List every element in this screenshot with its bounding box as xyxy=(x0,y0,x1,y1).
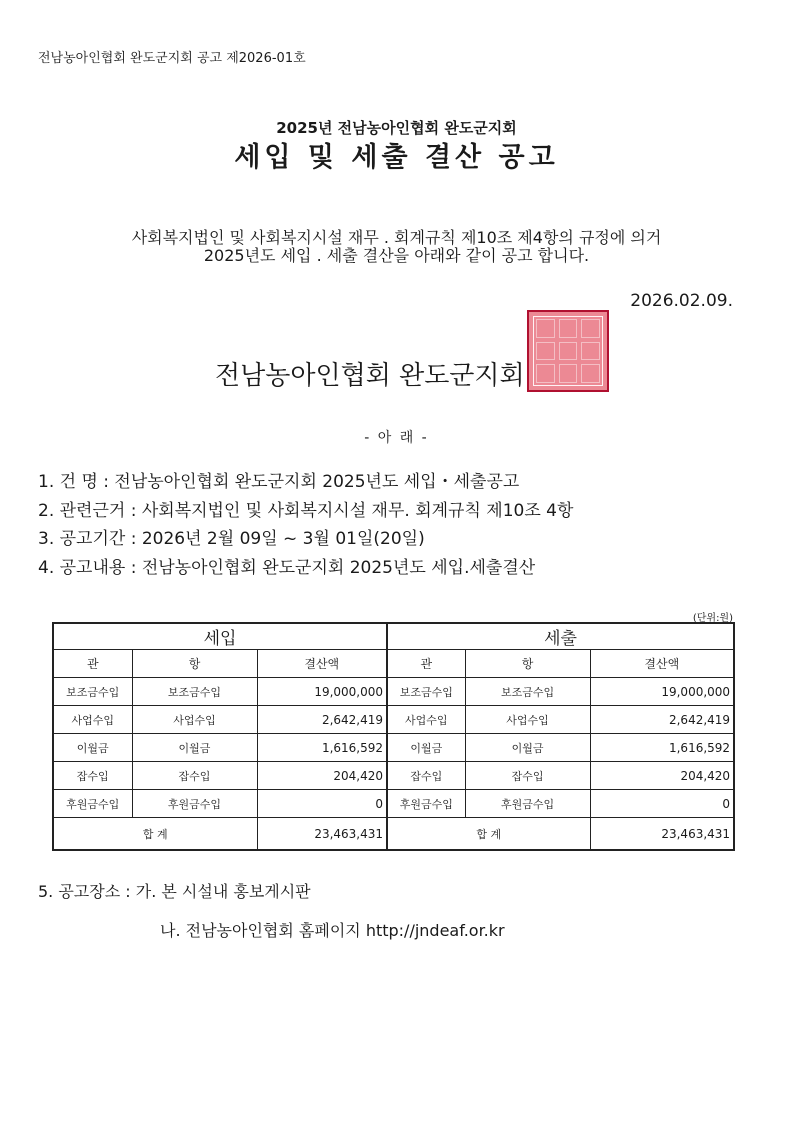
total-label: 합 계 xyxy=(53,818,257,851)
table-cell: 보조금수입 xyxy=(387,678,465,706)
column-header: 결산액 xyxy=(257,650,387,678)
table-cell: 2,642,419 xyxy=(590,706,734,734)
notice-item: 1. 건 명 : 전남농아인협회 완도군지회 2025년도 세입・세출공고 xyxy=(38,472,520,492)
table-row xyxy=(53,790,734,818)
organization-name: 전남농아인협회 완도군지회 xyxy=(215,361,525,391)
notice-place: 나. 전남농아인협회 홈페이지 http://jndeaf.or.kr xyxy=(160,921,505,940)
settlement-table xyxy=(52,622,735,851)
table-row xyxy=(53,678,734,706)
notice-date: 2026.02.09. xyxy=(630,291,733,311)
expense-section-title: 세출 xyxy=(387,623,734,650)
notice-item: 4. 공고내용 : 전남농아인협회 완도군지회 2025년도 세입.세출결산 xyxy=(38,558,536,578)
table-cell: 이월금 xyxy=(387,734,465,762)
table-cell: 사업수입 xyxy=(387,706,465,734)
table-cell: 사업수입 xyxy=(465,706,590,734)
table-cell: 1,616,592 xyxy=(590,734,734,762)
total-label: 합 계 xyxy=(387,818,590,851)
table-cell: 보조금수입 xyxy=(53,678,132,706)
table-cell: 후원금수입 xyxy=(465,790,590,818)
table-cell: 이월금 xyxy=(465,734,590,762)
document-title: 세입 및 세출 결산 공고 xyxy=(234,142,559,173)
table-cell: 1,616,592 xyxy=(257,734,387,762)
revenue-section-title: 세입 xyxy=(53,623,387,650)
table-cell: 2,642,419 xyxy=(257,706,387,734)
expense-total: 23,463,431 xyxy=(590,818,734,851)
unit-label: (단위:원) xyxy=(692,613,733,624)
table-cell: 잡수입 xyxy=(132,762,257,790)
table-cell: 사업수입 xyxy=(53,706,132,734)
table-cell: 잡수입 xyxy=(387,762,465,790)
column-header: 관 xyxy=(53,650,132,678)
revenue-total: 23,463,431 xyxy=(257,818,387,851)
table-row xyxy=(53,706,734,734)
official-seal xyxy=(527,310,609,392)
table-cell: 204,420 xyxy=(257,762,387,790)
table-cell: 0 xyxy=(257,790,387,818)
intro-line: 사회복지법인 및 사회복지시설 재무 . 회계규칙 제10조 제4항의 규정에 의거 xyxy=(131,228,662,247)
table-cell: 사업수입 xyxy=(132,706,257,734)
notice-place: 5. 공고장소 : 가. 본 시설내 홍보게시판 xyxy=(38,882,311,901)
table-cell: 보조금수입 xyxy=(132,678,257,706)
table-cell: 후원금수입 xyxy=(387,790,465,818)
column-header: 항 xyxy=(132,650,257,678)
total-row xyxy=(53,818,734,851)
column-header: 결산액 xyxy=(590,650,734,678)
notice-item: 3. 공고기간 : 2026년 2월 09일 ~ 3월 01일(20일) xyxy=(38,529,425,549)
intro-line: 2025년도 세입 . 세출 결산을 아래와 같이 공고 합니다. xyxy=(203,246,590,265)
table-row xyxy=(53,762,734,790)
document-subtitle: 2025년 전남농아인협회 완도군지회 xyxy=(276,119,517,137)
column-header: 항 xyxy=(465,650,590,678)
table-cell: 이월금 xyxy=(53,734,132,762)
below-marker: - 아 래 - xyxy=(364,430,429,446)
table-cell: 보조금수입 xyxy=(465,678,590,706)
table-cell: 이월금 xyxy=(132,734,257,762)
table-row xyxy=(53,734,734,762)
notice-number: 전남농아인협회 완도군지회 공고 제2026-01호 xyxy=(38,51,306,66)
table-cell: 19,000,000 xyxy=(590,678,734,706)
table-cell: 잡수입 xyxy=(53,762,132,790)
table-cell: 후원금수입 xyxy=(132,790,257,818)
column-header: 관 xyxy=(387,650,465,678)
table-cell: 19,000,000 xyxy=(257,678,387,706)
table-cell: 잡수입 xyxy=(465,762,590,790)
table-cell: 0 xyxy=(590,790,734,818)
notice-item: 2. 관련근거 : 사회복지법인 및 사회복지시설 재무. 회계규칙 제10조 4항 xyxy=(38,501,574,521)
table-cell: 204,420 xyxy=(590,762,734,790)
table-cell: 후원금수입 xyxy=(53,790,132,818)
